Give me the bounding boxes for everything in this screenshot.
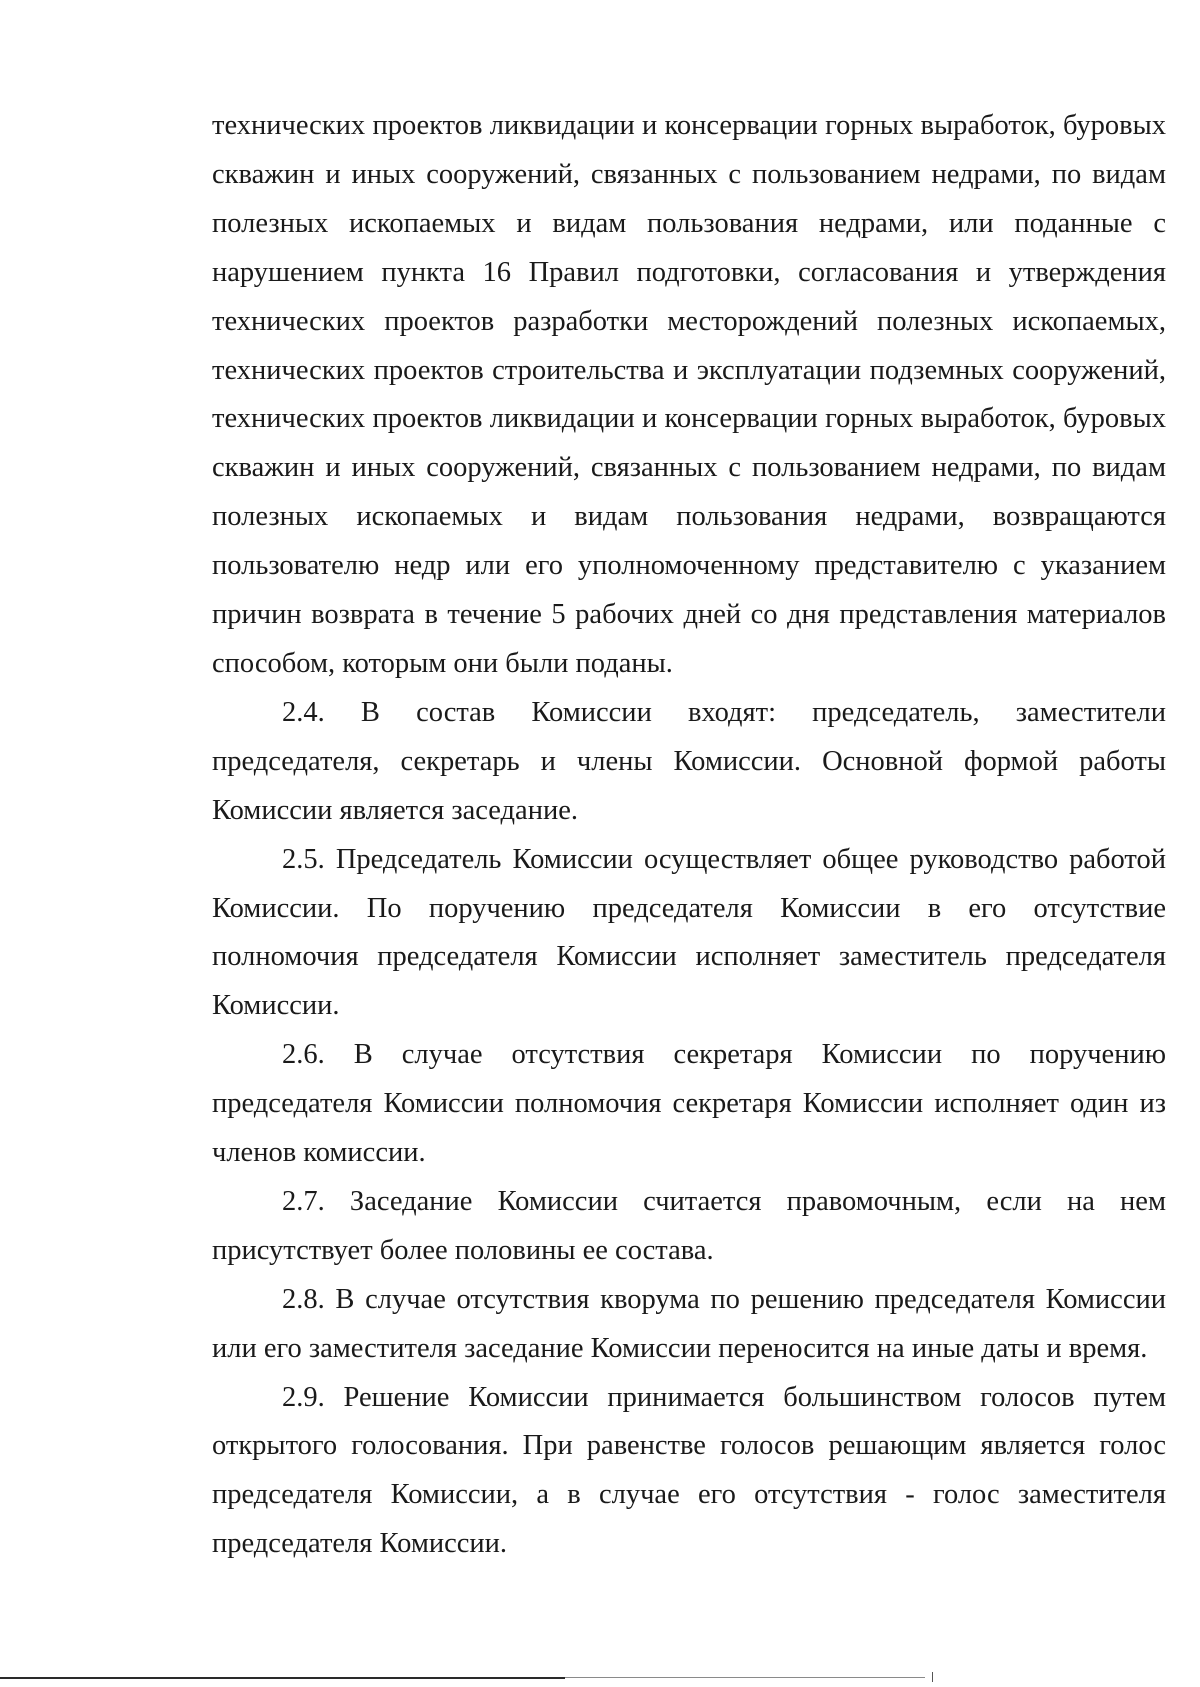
document-body bbox=[212, 102, 1166, 1569]
paragraph-2-4: 2.4. В состав Комиссии входят: председатель, заместители председателя, секретарь и члены Комиссии. Основной формой работы Комиссии является заседание. bbox=[212, 696, 1166, 826]
paragraph-2-7: 2.7. Заседание Комиссии считается правомочным, если на нем присутствует более половины ее состава. bbox=[212, 1185, 1166, 1266]
paragraph-2-6: 2.6. В случае отсутствия секретаря Комиссии по поручению председателя Комиссии полномочия секретаря Комиссии исполняет один из членов комиссии. bbox=[212, 1039, 1166, 1169]
paragraph-continuation: технических проектов ликвидации и консервации горных выработок, буровых скважин и иных сооружений, связанных с пользованием недрами, по видам полезных ископаемых и видам пользования недрами, или поданные с нарушением пункта 16 Правил подготовки, согласования и утверждения технических проектов разработки месторождений полезных ископаемых, технических проектов строительства и эксплуатации подземных сооружений, технических проектов ликвидации и консервации горных выработок, буровых скважин и иных сооружений, связанных с пользованием недрами, по видам полезных ископаемых и видам пользования недрами, возвращаются пользователю недр или его уполномоченному представителю с указанием причин возврата в течение 5 рабочих дней со дня представления материалов способом, которым они были поданы. bbox=[212, 110, 1166, 679]
paragraph-2-9: 2.9. Решение Комиссии принимается большинством голосов путем открытого голосования. При равенстве голосов решающим является голос председателя Комиссии, а в случае его отсутствия - голос заместителя председателя Комиссии. bbox=[212, 1381, 1166, 1560]
scan-bottom-edge-line-faint bbox=[565, 1677, 925, 1678]
scan-bottom-edge-line bbox=[0, 1677, 565, 1679]
scan-bottom-tick-mark bbox=[932, 1672, 933, 1682]
paragraph-2-8: 2.8. В случае отсутствия кворума по решению председателя Комиссии или его заместителя заседание Комиссии переносится на иные даты и время. bbox=[212, 1283, 1166, 1364]
paragraph-2-5: 2.5. Председатель Комиссии осуществляет общее руководство работой Комиссии. По поручению председателя Комиссии в его отсутствие полномочия председателя Комиссии исполняет заместитель председателя Комиссии. bbox=[212, 843, 1166, 1022]
